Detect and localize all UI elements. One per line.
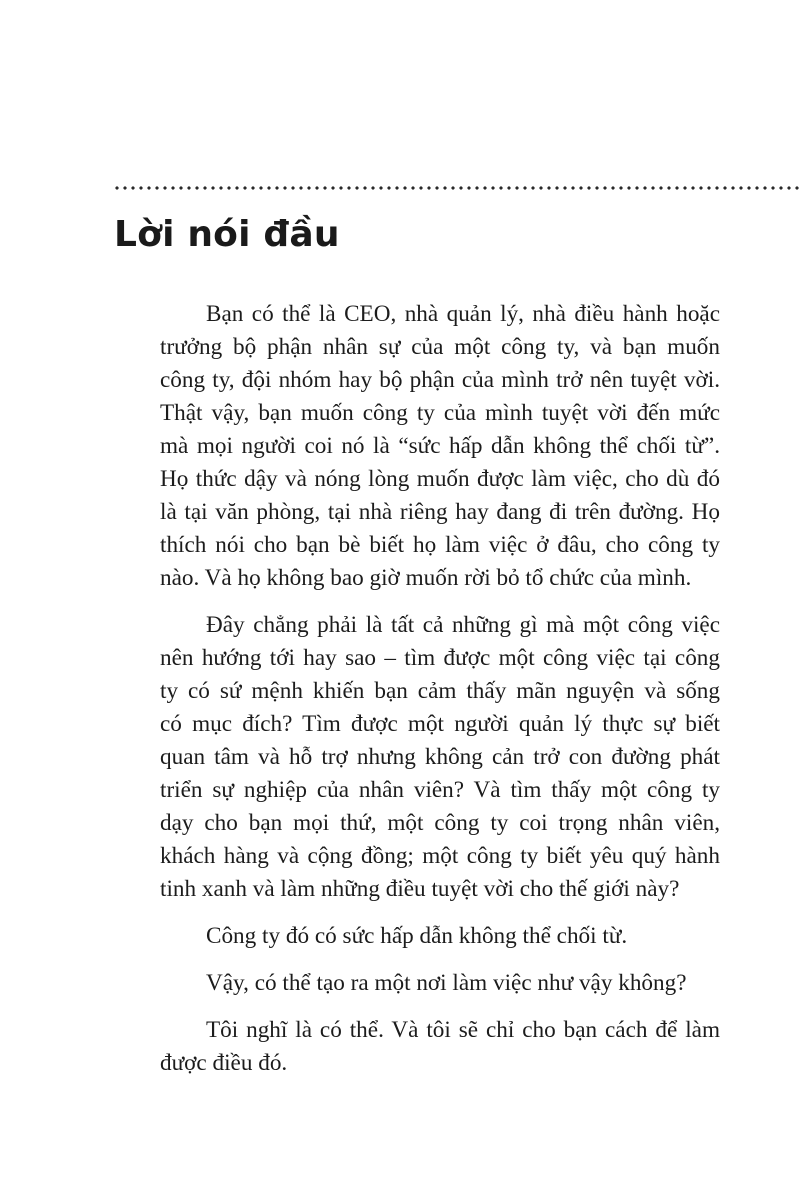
- text-line: ty có sứ mệnh khiến bạn cảm thấy mãn nguyện và sống: [160, 678, 720, 704]
- text-line: thích nói cho bạn bè biết họ làm việc ở đâu, cho công ty: [160, 532, 720, 558]
- text-line: nào. Và họ không bao giờ muốn rời bỏ tổ chức của mình.: [160, 565, 692, 591]
- text-line: Công ty đó có sức hấp dẫn không thể chối từ.: [206, 923, 628, 949]
- text-line: có mục đích? Tìm được một người quản lý thực sự biết: [160, 711, 720, 737]
- text-line: Thật vậy, bạn muốn công ty của mình tuyệt vời đến mức: [160, 400, 720, 426]
- text-line: Bạn có thể là CEO, nhà quản lý, nhà điều hành hoặc: [206, 301, 720, 327]
- text-line: Vậy, có thể tạo ra một nơi làm việc như vậy không?: [206, 970, 687, 996]
- text-line: quan tâm và hỗ trợ nhưng không cản trở con đường phát: [160, 744, 720, 770]
- text-line: Đây chẳng phải là tất cả những gì mà một công việc: [206, 612, 720, 638]
- paragraph-4: [114, 967, 720, 1000]
- text-line: dạy cho bạn mọi thứ, một công ty coi trọng nhân viên,: [160, 810, 720, 836]
- text-line: khách hàng và cộng đồng; một công ty biết yêu quý hành: [160, 843, 720, 869]
- paragraph-3: [114, 920, 720, 953]
- paragraph-1: [114, 298, 720, 595]
- text-line: trưởng bộ phận nhân sự của một công ty, và bạn muốn: [160, 334, 720, 360]
- dotted-divider: [113, 186, 803, 190]
- text-line: Tôi nghĩ là có thể. Và tôi sẽ chỉ cho bạn cách để làm: [206, 1017, 720, 1043]
- paragraph-5: [114, 1014, 720, 1080]
- chapter-title: Lời nói đầu: [114, 214, 340, 255]
- text-line: nên hướng tới hay sao – tìm được một công việc tại công: [160, 645, 720, 671]
- body-text: [114, 298, 720, 1094]
- text-line: tinh xanh và làm những điều tuyệt vời cho thế giới này?: [160, 876, 680, 902]
- paragraph-2: [114, 609, 720, 906]
- text-line: được điều đó.: [160, 1050, 288, 1076]
- text-line: triển sự nghiệp của nhân viên? Và tìm thấy một công ty: [160, 777, 720, 803]
- text-line: là tại văn phòng, tại nhà riêng hay đang đi trên đường. Họ: [160, 499, 720, 525]
- text-line: mà mọi người coi nó là “sức hấp dẫn không thể chối từ”.: [160, 433, 720, 459]
- text-line: công ty, đội nhóm hay bộ phận của mình trở nên tuyệt vời.: [160, 367, 720, 393]
- text-line: Họ thức dậy và nóng lòng muốn được làm việc, cho dù đó: [160, 466, 720, 492]
